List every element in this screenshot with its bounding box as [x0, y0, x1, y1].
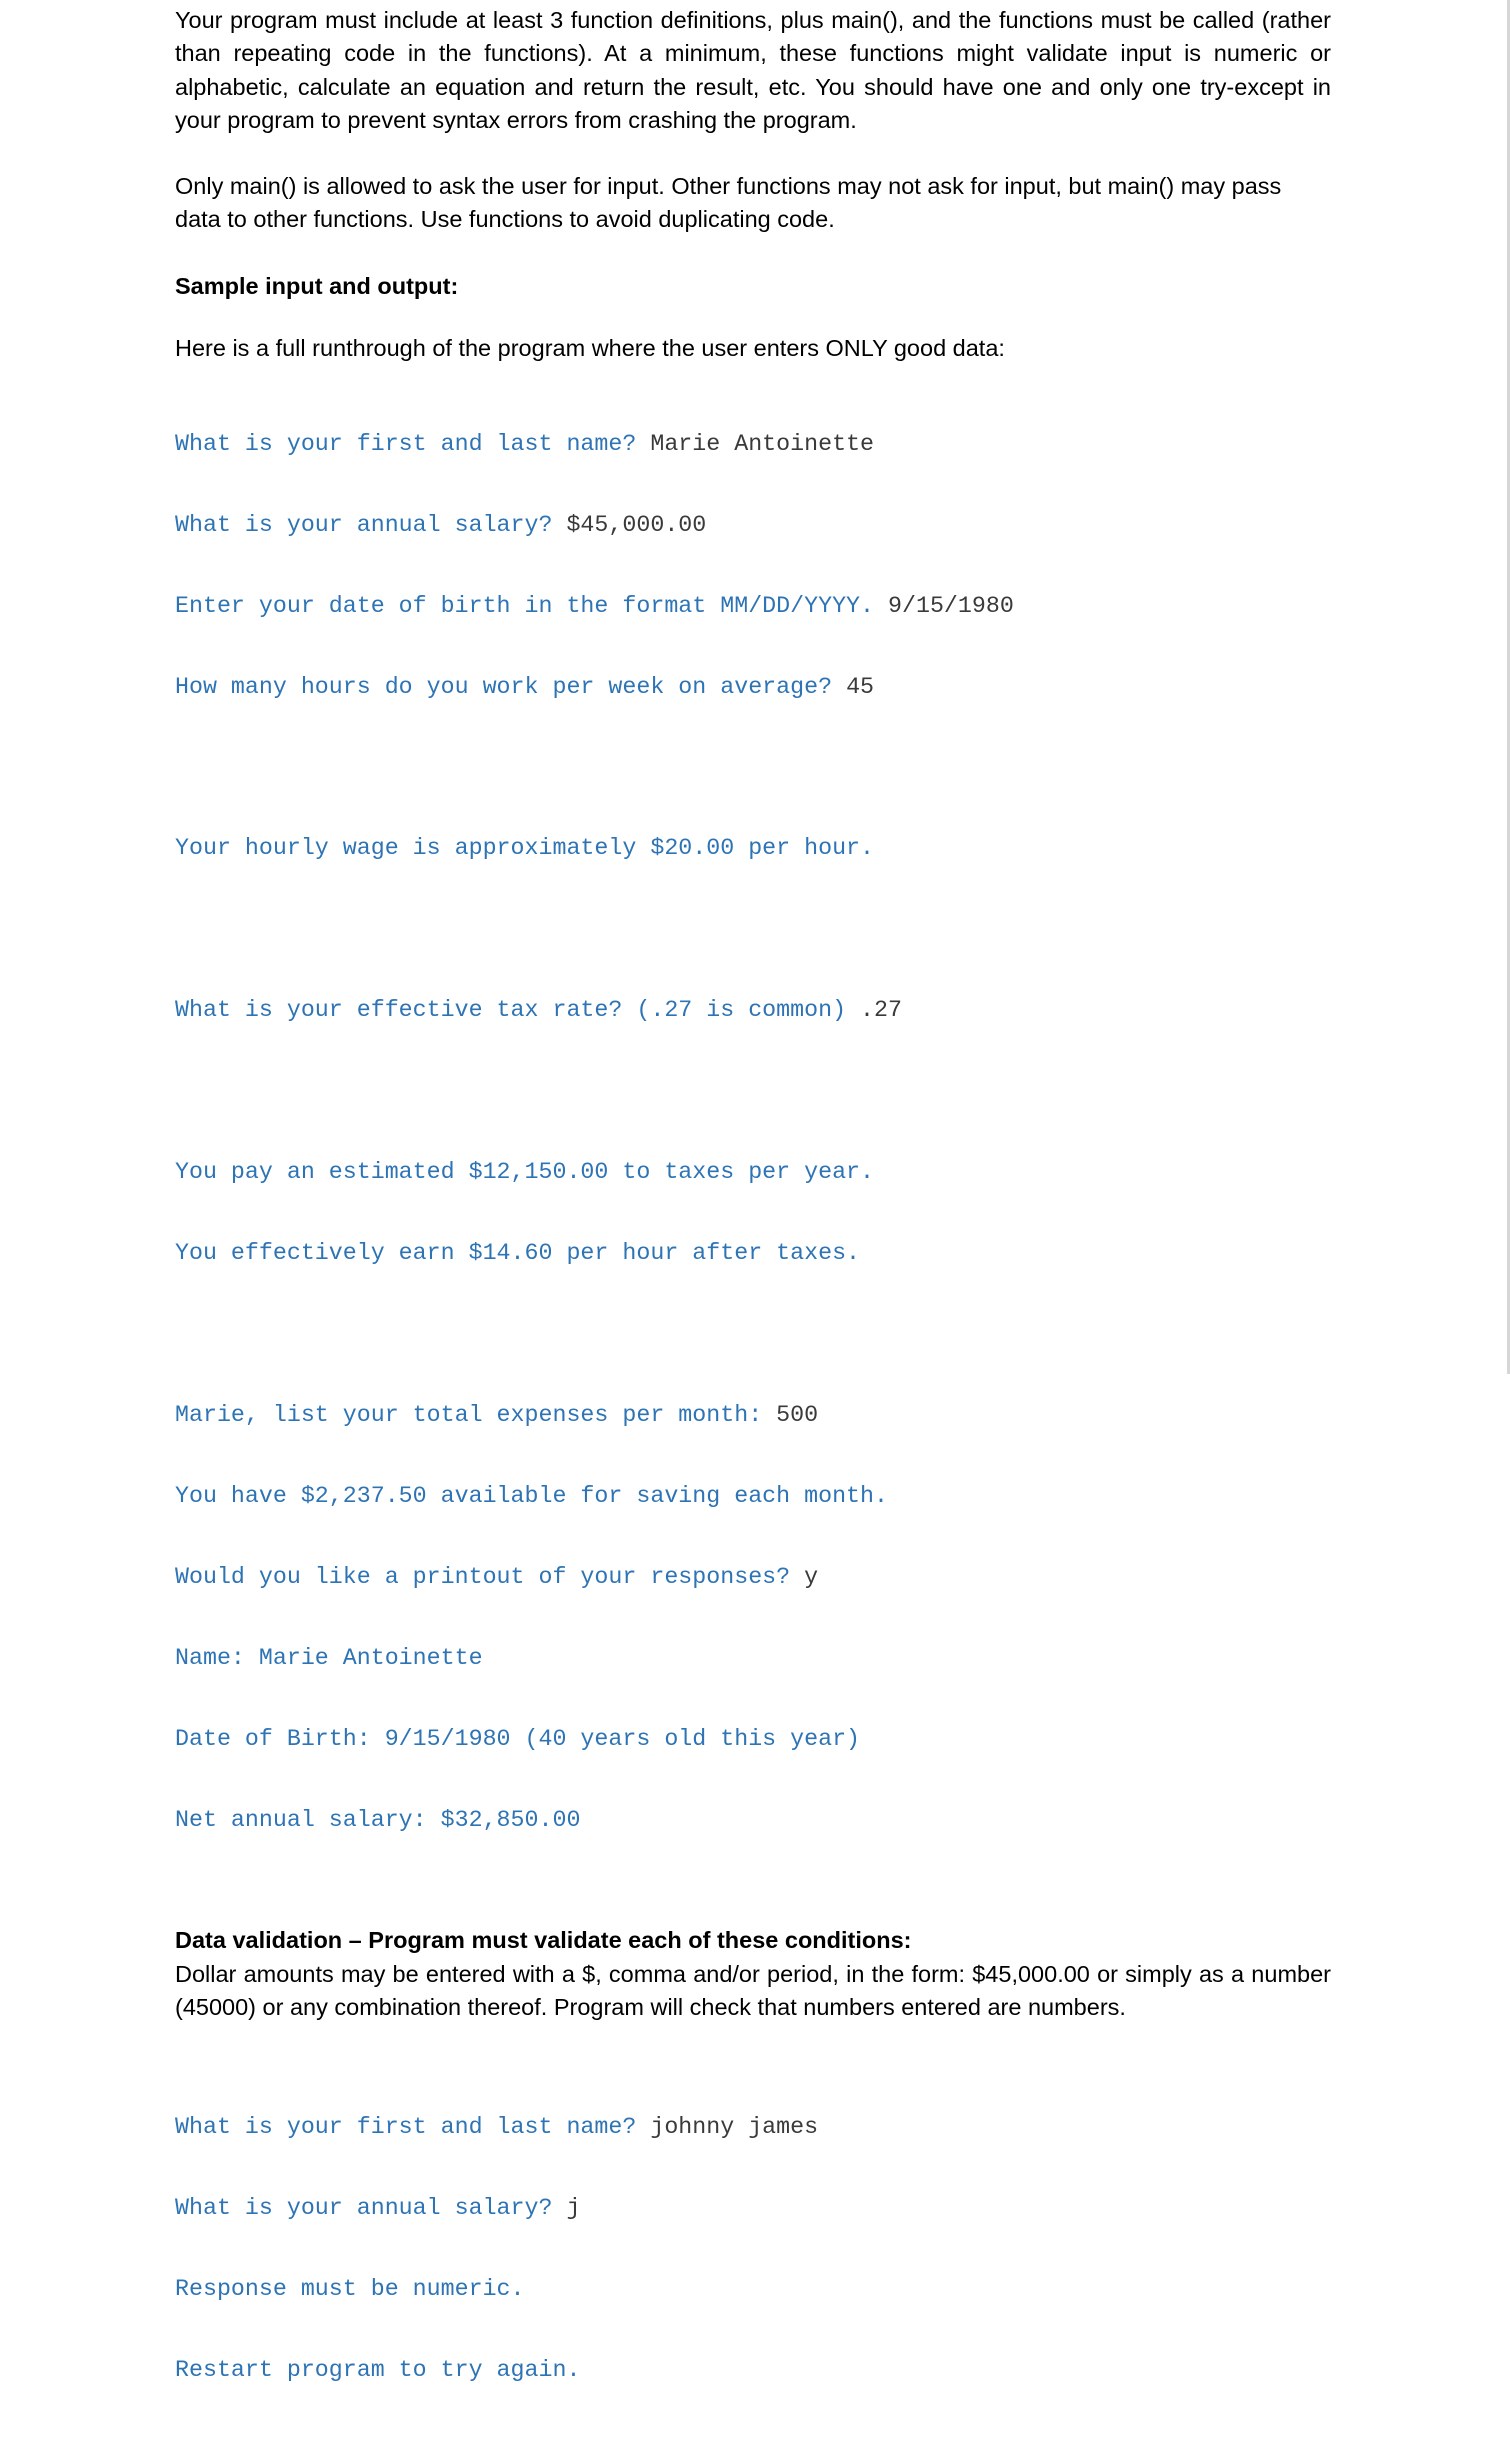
console-prompt: What is your annual salary? [175, 512, 567, 539]
console-prompt: Would you like a printout of your responses? [175, 1564, 805, 1591]
console-block-validation [175, 2060, 1331, 2438]
console-line [175, 1807, 1331, 1834]
console-response: $45,000.00 [566, 512, 707, 539]
validation-paragraph: Dollar amounts may be entered with a $, comma and/or period, in the form: $45,000.00 or simply as a number (45000) or any combination thereof. Program will check that numbers entered are numbers. [175, 1960, 1331, 2020]
sample-heading: Sample input and output: [175, 272, 459, 299]
console-output: Date of Birth: 9/15/1980 (40 years old this year) [175, 1726, 861, 1753]
console-prompt: What is your annual salary? [175, 2195, 567, 2222]
console-response: .27 [860, 997, 902, 1024]
console-prompt: What is your first and last name? [175, 431, 651, 458]
console-prompt: What is your effective tax rate? (.27 is common) [175, 997, 861, 1024]
console-line [175, 2276, 1331, 2303]
console-response: johnny james [650, 2114, 819, 2141]
console-output: Name: Marie Antoinette [175, 1645, 483, 1672]
console-response: 45 [846, 674, 875, 701]
console-line [175, 1240, 1331, 1267]
console-block-3 [175, 943, 1331, 1078]
console-line [175, 1483, 1331, 1510]
console-line [175, 997, 1331, 1024]
console-line [175, 1645, 1331, 1672]
console-output: Your hourly wage is approximately $20.00 per hour. [175, 835, 875, 862]
console-block-5 [175, 1348, 1331, 1888]
console-line [175, 674, 1331, 701]
console-line [175, 1726, 1331, 1753]
console-line [175, 1564, 1331, 1591]
console-block-4 [175, 1105, 1331, 1321]
console-output: Net annual salary: $32,850.00 [175, 1807, 581, 1834]
console-response: 500 [776, 1402, 819, 1429]
document-body [175, 4, 1331, 2438]
console-line [175, 2114, 1331, 2141]
console-output: You pay an estimated $12,150.00 to taxes per year. [175, 1159, 875, 1186]
console-prompt: Enter your date of birth in the format MM/DD/YYYY. [175, 593, 889, 620]
console-line [175, 512, 1331, 539]
console-output: You have $2,237.50 available for saving each month. [175, 1483, 889, 1510]
console-output: Restart program to try again. [175, 2357, 581, 2384]
intro-paragraph-1: Your program must include at least 3 function definitions, plus main(), and the functions must be called (rather than repeating code in the functions). At a minimum, these functions might validate input is numeric or alphabetic, calculate an equation and return the result, etc. You should have one and only one try-except in your program to prevent syntax errors from crashing the program. [175, 7, 1331, 133]
console-block-2 [175, 781, 1331, 916]
console-response: j [566, 2195, 581, 2222]
sample-description: Here is a full runthrough of the program where the user enters ONLY good data: [175, 335, 1005, 362]
console-output: You effectively earn $14.60 per hour after taxes. [175, 1240, 861, 1267]
intro-paragraph-2: Only main() is allowed to ask the user for input. Other functions may not ask for input, but main() may pass data to other functions. Use functions to avoid duplicating code. [175, 173, 1282, 233]
console-response: Marie Antoinette [650, 431, 875, 458]
console-line [175, 2357, 1331, 2384]
console-block-1 [175, 377, 1331, 755]
console-line [175, 2195, 1331, 2222]
console-prompt: What is your first and last name? [175, 2114, 651, 2141]
console-line [175, 593, 1331, 620]
console-prompt: Marie, list your total expenses per month: [175, 1402, 777, 1429]
console-line [175, 835, 1331, 862]
validation-heading: Data validation – Program must validate each of these conditions: [175, 1927, 912, 1954]
console-response: 9/15/1980 [888, 593, 1014, 620]
console-line [175, 1159, 1331, 1186]
console-line [175, 1402, 1331, 1429]
console-prompt: How many hours do you work per week on average? [175, 674, 847, 701]
console-response: y [804, 1564, 819, 1591]
console-line [175, 431, 1331, 458]
console-output: Response must be numeric. [175, 2276, 525, 2303]
